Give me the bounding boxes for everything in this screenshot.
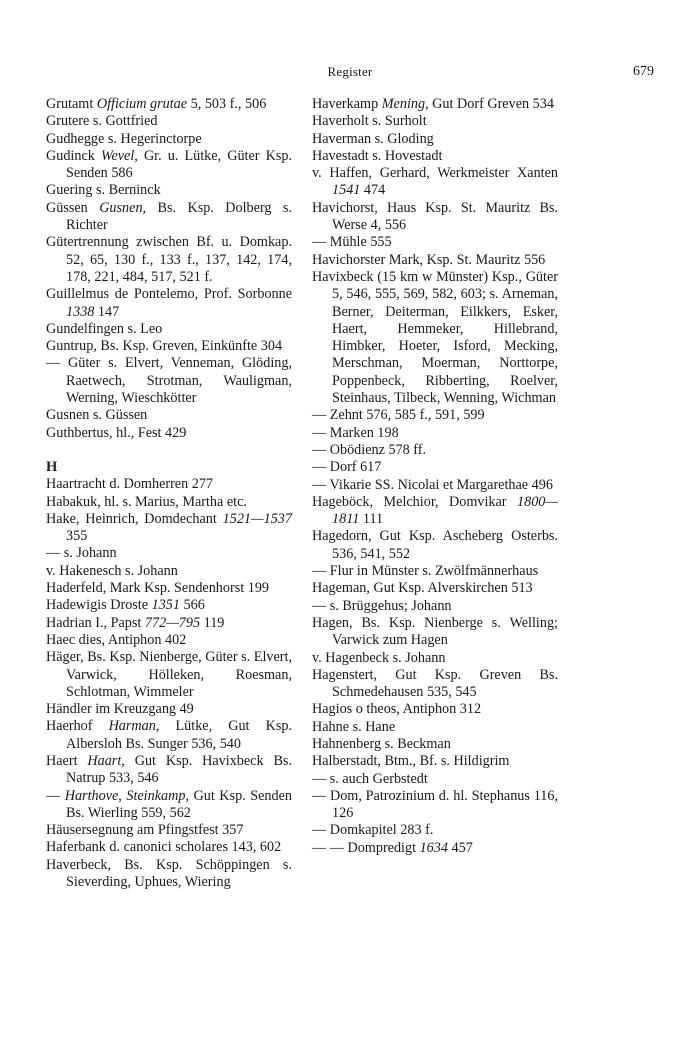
entry-text: 566 <box>179 597 205 614</box>
index-entry <box>312 615 558 650</box>
entry-text: 5, 503 f., 506 <box>187 96 267 112</box>
index-entry <box>312 407 558 424</box>
entry-italic-text: Mening, <box>381 96 429 112</box>
entry-text: Grutere s. Gottfried <box>46 113 158 130</box>
entry-text: — Marken 198 <box>312 424 399 441</box>
index-entry <box>46 545 292 562</box>
entry-text: Guillelmus de Pontelemo, Prof. Sorbonne <box>46 286 292 303</box>
entry-text: 457 <box>447 839 473 856</box>
entry-text: Gut Ksp. Havixbeck Bs. Natrup 533, 546 <box>66 752 292 787</box>
entry-text: Habakuk, hl. s. Marius, Martha etc. <box>46 493 247 510</box>
index-entry <box>46 113 292 130</box>
entry-text: 119 <box>200 614 225 631</box>
entry-text: — Domkapitel 283 f. <box>312 822 434 839</box>
index-entry <box>46 200 292 235</box>
index-entry <box>312 459 558 476</box>
entry-text: Häusersegnung am Pfingstfest 357 <box>46 822 244 839</box>
entry-text: Hake, Heinrich, Domdechant <box>46 510 223 527</box>
index-entry <box>312 131 558 148</box>
index-entry <box>312 234 558 251</box>
entry-text: Haec dies, Antiphon 402 <box>46 631 187 648</box>
entry-text: Haferbank d. canonici scholares 143, 602 <box>46 839 282 856</box>
entry-text: — s. Johann <box>46 545 117 562</box>
index-entry <box>46 615 292 632</box>
entry-text: Haverman s. Gloding <box>312 130 434 147</box>
entry-text: — Dorf 617 <box>312 459 382 476</box>
index-entry <box>46 822 292 839</box>
index-entry <box>312 269 558 407</box>
index-entry <box>312 563 558 580</box>
entry-text: — <box>46 787 65 804</box>
index-entry <box>312 252 558 269</box>
index-entry <box>46 182 292 199</box>
entry-text: Hagen, Bs. Ksp. Nienberge s. Welling; Varwick zum Hagen <box>312 614 558 649</box>
entry-text: Hahnenberg s. Beckman <box>312 735 451 752</box>
index-entry <box>46 563 292 580</box>
running-title: Register <box>327 64 373 79</box>
entry-text: — Vikarie SS. Nicolai et Margarethae 496 <box>312 476 553 493</box>
index-entry <box>46 839 292 856</box>
index-entry <box>46 718 292 753</box>
entry-text: Gr. u. Lütke, Güter Ksp. Senden 586 <box>66 147 292 182</box>
entry-text: v. Hagenbeck s. Johann <box>312 649 446 666</box>
index-entry <box>46 511 292 546</box>
entry-text: Guering s. Berninck <box>46 182 161 199</box>
entry-text: Gudhegge s. Hegerinctorpe <box>46 130 202 147</box>
entry-text: Bs. Ksp. Dolberg s. Richter <box>66 199 292 234</box>
entry-italic-text: Wevel, <box>100 147 138 164</box>
index-entry <box>46 597 292 614</box>
index-entry <box>46 148 292 183</box>
entry-text: Lütke, Gut Ksp. Albersloh Bs. Sunger 536, 540 <box>66 718 292 752</box>
index-entry <box>46 494 292 511</box>
entry-text: 355 <box>66 528 88 545</box>
index-entry <box>312 528 558 563</box>
index-entry <box>46 632 292 649</box>
entry-text: Guthbertus, hl., Fest 429 <box>46 424 187 441</box>
entry-text: Hageman, Gut Ksp. Alverskirchen 513 <box>312 580 533 597</box>
index-entry <box>46 476 292 493</box>
entry-italic-text: Haart, <box>87 752 125 769</box>
index-entry <box>312 425 558 442</box>
entry-text: Hagenstert, Gut Ksp. Greven Bs. Schmedehausen 535, 545 <box>312 666 558 701</box>
entry-text: Hadrian I., Papst <box>46 614 145 631</box>
entry-text: Gundelfingen s. Leo <box>46 320 163 337</box>
entry-text: Gudinck <box>46 147 101 164</box>
index-entry <box>312 148 558 165</box>
entry-italic-text: 1541 <box>332 182 361 199</box>
index-entry <box>46 857 292 892</box>
index-entry <box>46 321 292 338</box>
entry-text: Grutamt <box>46 96 97 112</box>
entry-italic-text: 1351 <box>151 597 180 614</box>
entry-text: Haert <box>46 752 88 769</box>
entry-text: Havichorst, Haus Ksp. St. Mauritz Bs. Werse 4, 556 <box>312 199 558 234</box>
entry-text: — — Dompredigt <box>312 839 420 856</box>
entry-italic-text: 1338 <box>66 303 95 320</box>
entry-text: — Güter s. Elvert, Venneman, Glöding, Raetwech, Strotman, Wauligman, Werning, Wieschkötter <box>46 355 292 407</box>
entry-text: Haerhof <box>46 718 109 735</box>
entry-text: Haverkamp <box>312 96 382 112</box>
entry-text: Hadewigis Droste <box>46 597 152 614</box>
entry-text: — Flur in Münster s. Zwölfmännerhaus <box>312 563 539 580</box>
index-entry <box>46 338 292 355</box>
page-header <box>46 64 654 84</box>
index-entry <box>312 598 558 615</box>
entry-text: 474 <box>360 182 386 199</box>
entry-text: Haartracht d. Domherren 277 <box>46 476 214 493</box>
index-entry <box>46 425 292 442</box>
index-entry <box>312 822 558 839</box>
index-entry <box>46 788 292 823</box>
page-number: 679 <box>633 64 654 79</box>
index-entry <box>312 840 558 857</box>
index-entry <box>46 580 292 597</box>
entry-text: Gut Dorf Greven 534 <box>428 96 554 112</box>
entry-text: 111 <box>359 511 384 528</box>
entry-text: Gut Ksp. Senden Bs. Wierling 559, 562 <box>66 787 292 821</box>
index-entry <box>312 442 558 459</box>
index-entry <box>46 649 292 701</box>
index-entry <box>46 407 292 424</box>
index-column-left <box>46 96 292 891</box>
entry-text: Gusnen s. Güssen <box>46 407 148 424</box>
index-entry <box>46 234 292 286</box>
entry-italic-text: 772—795 <box>144 614 201 631</box>
index-entry <box>312 96 558 113</box>
entry-italic-text: Harthove, Steinkamp, <box>64 787 189 804</box>
index-entry <box>46 701 292 718</box>
entry-text: Havichorster Mark, Ksp. St. Mauritz 556 <box>312 251 546 268</box>
index-entry <box>312 667 558 702</box>
index-entry <box>312 650 558 667</box>
entry-text: Havixbeck (15 km w Münster) Ksp., Güter 5, 546, 555, 569, 582, 603; s. Arneman, Berner, Deiterman, Eilkkers, Esker, Haert, Hemmeker, Hillebrand, Himbker, Hoeter, Isford, Mecking, Merschman, Moerman, Norttorpe, Poppenbeck, Ribberting, Roelver, Steinhaus, Tilbeck, Wenning, Wichman <box>312 268 558 407</box>
entry-text: Häger, Bs. Ksp. Nienberge, Güter s. Elvert, Varwick, Hölleken, Roesman, Schlotman, Wimmeler <box>46 649 292 700</box>
entry-text: v. Hakenesch s. Johann <box>46 562 178 579</box>
index-entry <box>312 771 558 788</box>
entry-text: Haderfeld, Mark Ksp. Sendenhorst 199 <box>46 580 270 597</box>
entry-text: Haverbeck, Bs. Ksp. Schöppingen s. Sieverding, Uphues, Wiering <box>46 856 292 891</box>
entry-text: Guntrup, Bs. Ksp. Greven, Einkünfte 304 <box>46 338 283 355</box>
entry-italic-text: 1521—1537 <box>222 510 292 527</box>
index-entry <box>46 286 292 321</box>
entry-text: Gütertrennung zwischen Bf. u. Domkap. 52, 65, 130 f., 133 f., 137, 142, 174, 178, 221, 484, 517, 521 f. <box>46 234 292 285</box>
entry-text: — s. auch Gerbstedt <box>312 770 428 787</box>
entry-text: Haverholt s. Surholt <box>312 113 427 130</box>
entry-text: 147 <box>94 303 120 320</box>
index-entry <box>312 165 558 200</box>
entry-text: Güssen <box>46 199 100 216</box>
entry-text: Hagedorn, Gut Ksp. Ascheberg Osterbs. 536, 541, 552 <box>312 528 558 562</box>
index-entry <box>312 736 558 753</box>
entry-text: Hahne s. Hane <box>312 718 396 735</box>
entry-text: — s. Brüggehus; Johann <box>312 597 452 614</box>
entry-italic-text: 1800—1811 <box>332 493 558 528</box>
entry-italic-text: Gusnen, <box>99 199 147 216</box>
entry-text: — Mühle 555 <box>312 234 392 251</box>
index-entry <box>312 580 558 597</box>
index-entry <box>312 788 558 823</box>
section-letter: H <box>46 458 58 475</box>
index-entry <box>312 719 558 736</box>
entry-text: v. Haffen, Gerhard, Werkmeister Xanten <box>312 165 558 182</box>
entry-text: Hageböck, Melchior, Domvikar <box>312 493 517 510</box>
index-entry <box>312 113 558 130</box>
index-entry <box>46 355 292 407</box>
index-entry <box>46 753 292 788</box>
entry-text: Händler im Kreuzgang 49 <box>46 701 194 718</box>
index-entry <box>312 701 558 718</box>
entry-text: Halberstadt, Btm., Bf. s. Hildigrim <box>312 753 510 770</box>
entry-text: Havestadt s. Hovestadt <box>312 147 443 164</box>
entry-text: — Zehnt 576, 585 f., 591, 599 <box>312 407 485 424</box>
entry-text: Hagios o theos, Antiphon 312 <box>312 701 482 718</box>
index-entry <box>46 96 292 113</box>
entry-italic-text: Harman, <box>108 718 160 735</box>
entry-text: — Dom, Patrozinium d. hl. Stephanus 116, 126 <box>312 787 558 822</box>
index-entry <box>312 494 558 529</box>
entry-text: — Obödienz 578 ff. <box>312 441 427 458</box>
index-column-right <box>312 96 558 857</box>
entry-italic-text: 1634 <box>419 839 448 856</box>
index-entry <box>312 477 558 494</box>
entry-italic-text: Officium grutae <box>96 96 188 112</box>
index-entry <box>46 131 292 148</box>
index-entry <box>312 753 558 770</box>
index-entry <box>312 200 558 235</box>
